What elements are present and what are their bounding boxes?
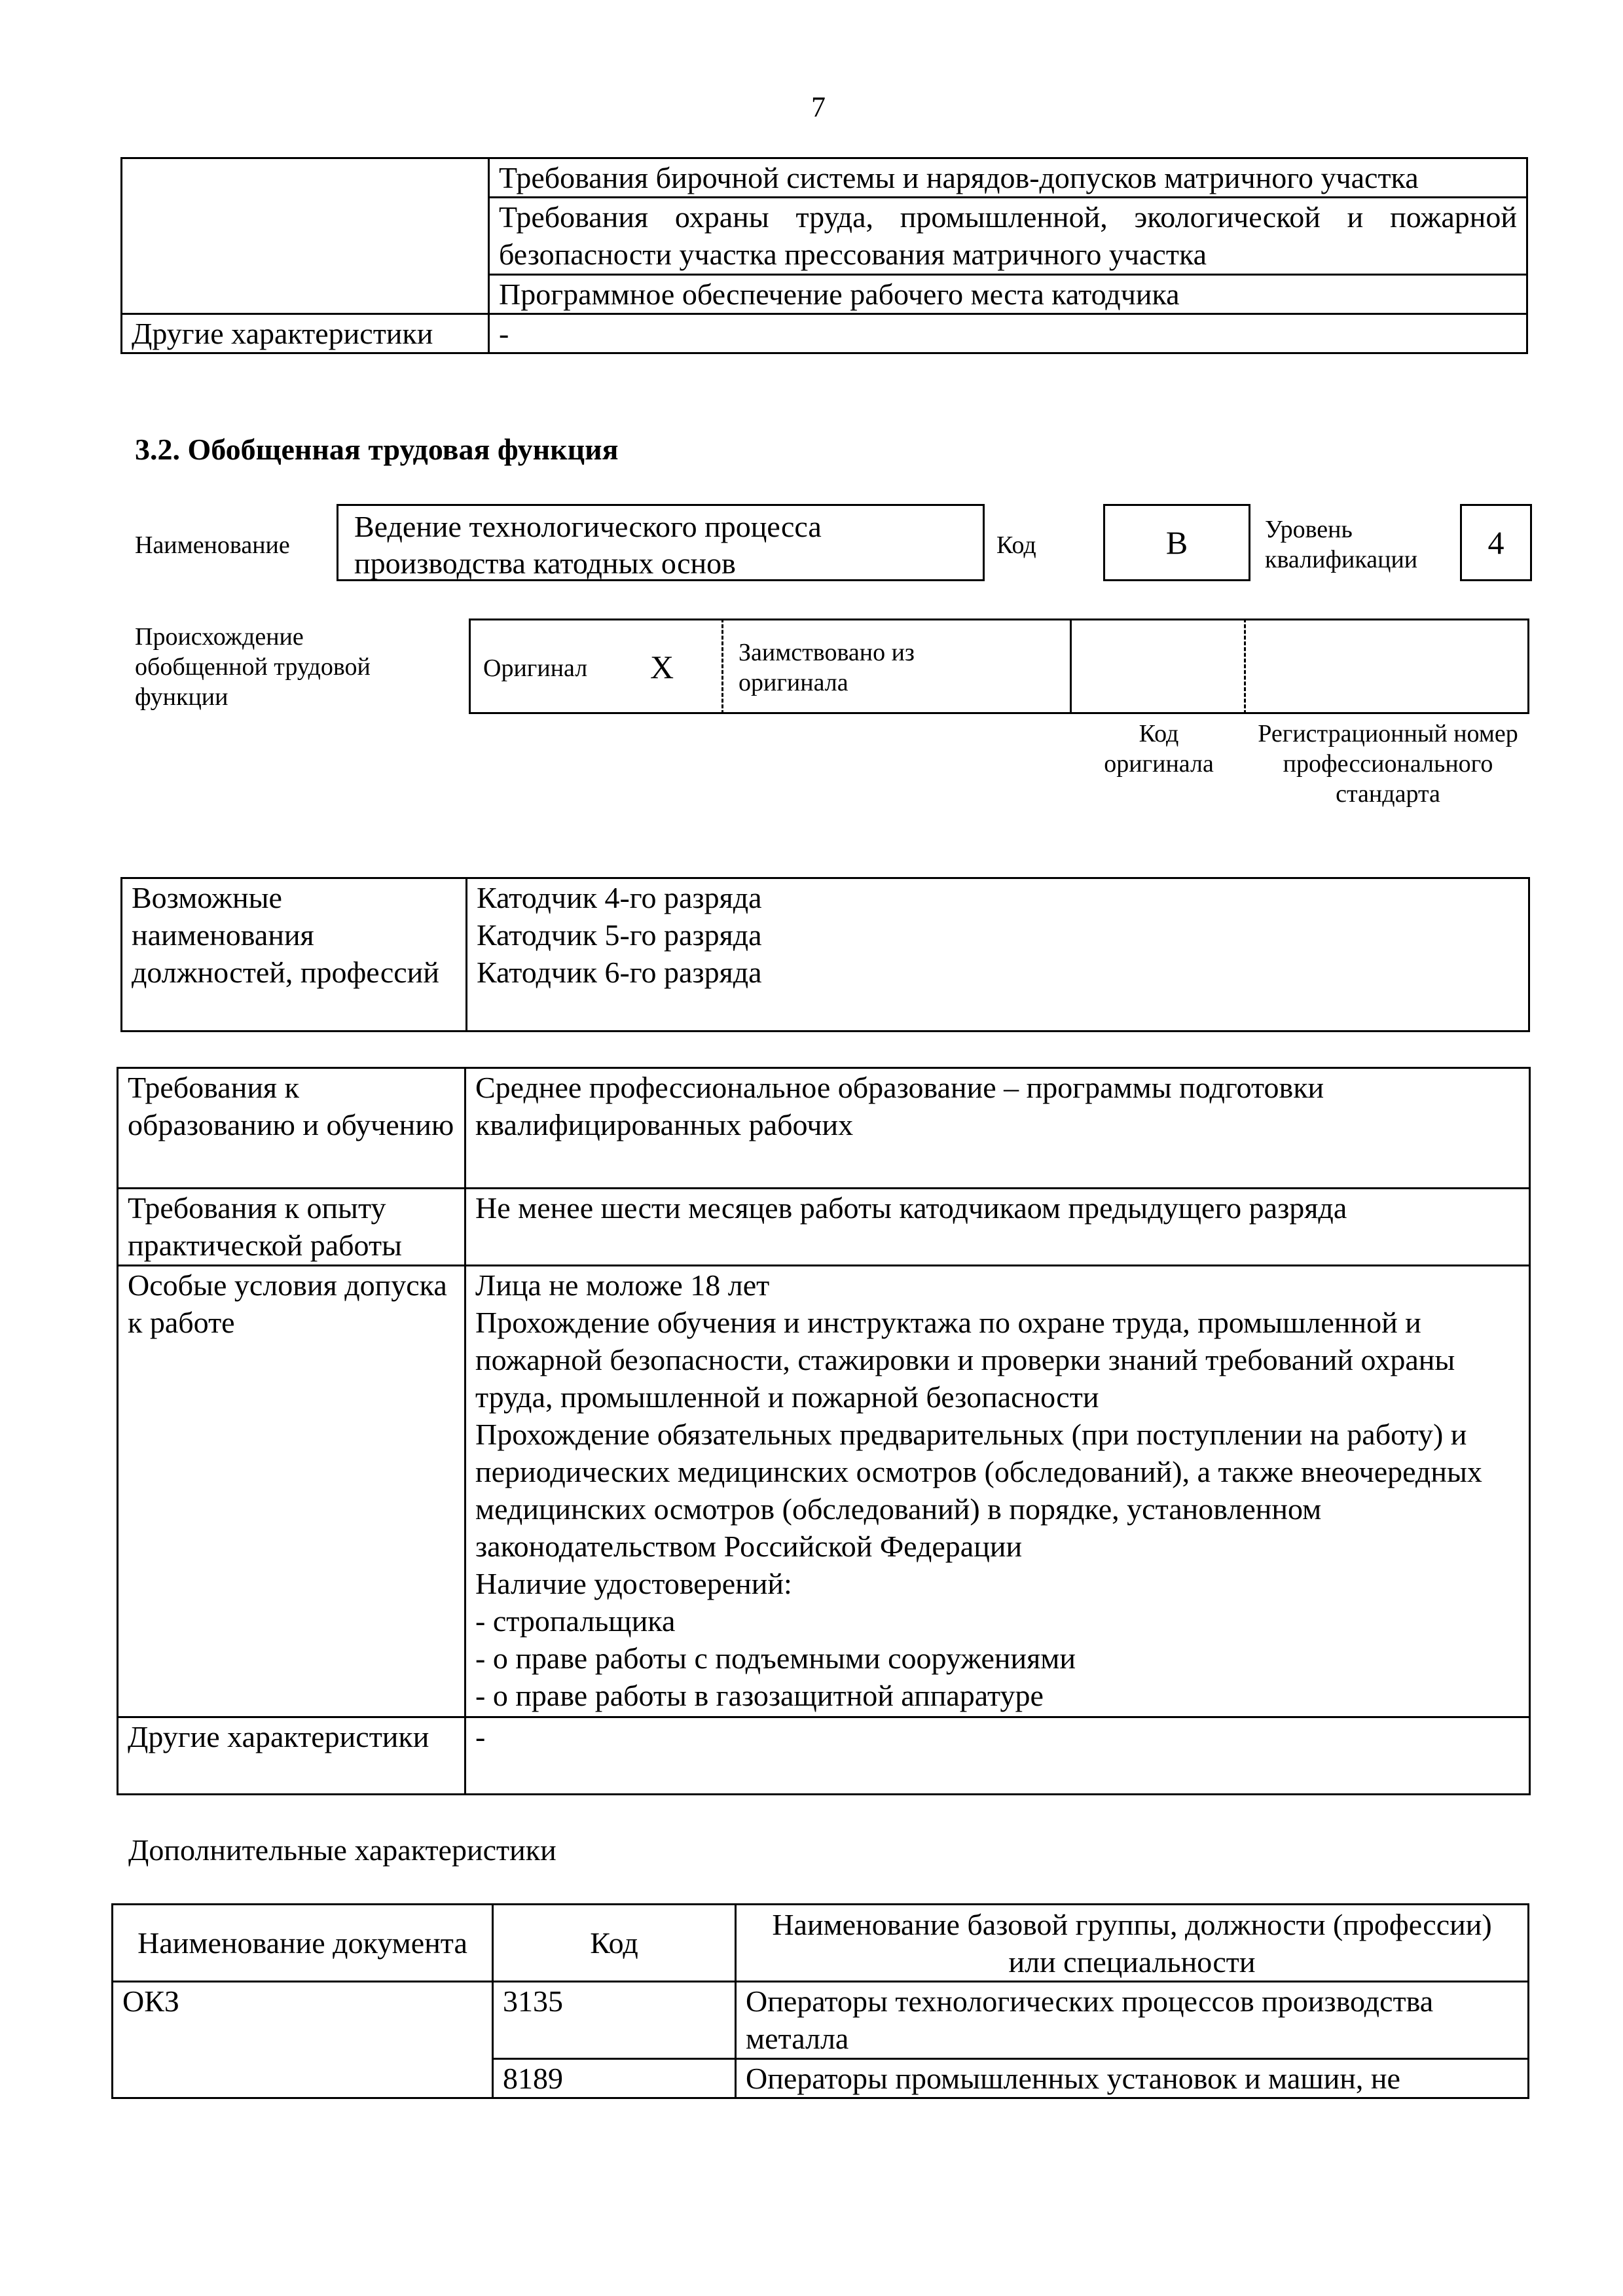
condition-line: Прохождение обязательных предварительных (при поступлении на работу) и периодических медицинских осмотров (обследований), а также внеочередных медицинских осмотров (обследований) в порядке, установленном законодательством Российской Федерации bbox=[475, 1418, 1482, 1563]
positions-table bbox=[120, 877, 1530, 1032]
origin-divider bbox=[1070, 619, 1072, 714]
top-table-other-value: - bbox=[489, 314, 1527, 353]
condition-line: Прохождение обучения и инструктажа по охране труда, промышленной и пожарной безопасности, стажировки и проверки знаний требований охраны труда, промышленной и пожарной безопасности bbox=[475, 1306, 1455, 1414]
top-table-other-label: Другие характеристики bbox=[122, 314, 489, 353]
top-table-row: Программное обеспечение рабочего места катодчика bbox=[489, 275, 1527, 314]
level-value: 4 bbox=[1460, 504, 1532, 581]
name-value: Ведение технологического процесса производства катодных основ bbox=[337, 504, 985, 581]
positions-values bbox=[467, 878, 1529, 1031]
code-original-caption: Код оригинала bbox=[1104, 720, 1214, 778]
additional-name: Операторы технологических процессов производства металла bbox=[736, 1982, 1529, 2059]
origin-label: Происхождение обобщенной трудовой функции bbox=[135, 623, 371, 711]
condition-line: - стропальщика bbox=[475, 1604, 676, 1638]
top-table-row: Требования бирочной системы и нарядов-допусков матричного участка bbox=[489, 158, 1527, 198]
code-value: B bbox=[1103, 504, 1250, 581]
experience-label: Требования к опыту практической работы bbox=[118, 1189, 465, 1266]
additional-name: Операторы промышленных установок и машин, не bbox=[736, 2059, 1529, 2098]
borrowed-label: Заимствовано из оригинала bbox=[739, 639, 915, 696]
level-label: Уровень квалификации bbox=[1265, 516, 1418, 573]
additional-header: Наименование базовой группы, должности (профессии) или специальности bbox=[736, 1905, 1529, 1982]
additional-code: 3135 bbox=[493, 1982, 736, 2059]
origin-divider bbox=[721, 619, 723, 714]
positions-label: Возможные наименования должностей, профессий bbox=[122, 878, 467, 1031]
origin-divider bbox=[469, 619, 471, 714]
section-heading: 3.2. Обобщенная трудовая функция bbox=[135, 433, 619, 466]
page-number: 7 bbox=[811, 91, 826, 123]
experience-value: Не менее шести месяцев работы катодчикаом предыдущего разряда bbox=[465, 1189, 1530, 1266]
special-conditions-value bbox=[465, 1266, 1530, 1717]
origin-divider bbox=[1244, 619, 1246, 714]
condition-line: - о праве работы в газозащитной аппаратуре bbox=[475, 1679, 1044, 1712]
additional-code: 8189 bbox=[493, 2059, 736, 2098]
additional-table bbox=[111, 1903, 1529, 2099]
position-item: Катодчик 5-го разряда bbox=[477, 918, 762, 952]
condition-line: Наличие удостоверений: bbox=[475, 1567, 792, 1600]
other-label: Другие характеристики bbox=[118, 1717, 465, 1795]
original-label: Оригинал bbox=[483, 655, 588, 682]
additional-doc: ОКЗ bbox=[113, 1982, 493, 2098]
original-mark: X bbox=[650, 649, 674, 685]
additional-header: Наименование документа bbox=[113, 1905, 493, 1982]
additional-header: Код bbox=[493, 1905, 736, 1982]
top-table-empty-cell bbox=[122, 158, 489, 314]
position-item: Катодчик 6-го разряда bbox=[477, 956, 762, 989]
condition-line: Лица не моложе 18 лет bbox=[475, 1268, 770, 1302]
name-label: Наименование bbox=[135, 531, 290, 559]
education-label: Требования к образованию и обучению bbox=[118, 1068, 465, 1189]
code-label: Код bbox=[996, 531, 1036, 559]
top-table-row: Требования охраны труда, промышленной, экологической и пожарной безопасности участка прессования матричного участка bbox=[489, 198, 1527, 275]
position-item: Катодчик 4-го разряда bbox=[477, 881, 762, 914]
special-conditions-label: Особые условия допуска к работе bbox=[118, 1266, 465, 1717]
requirements-table bbox=[117, 1067, 1531, 1795]
reg-number-caption: Регистрационный номер профессионального стандарта bbox=[1258, 720, 1518, 808]
origin-box bbox=[469, 619, 1529, 714]
additional-heading: Дополнительные характеристики bbox=[128, 1833, 556, 1867]
education-value: Среднее профессиональное образование – программы подготовки квалифицированных рабочих bbox=[465, 1068, 1530, 1189]
top-table bbox=[120, 157, 1528, 354]
condition-line: - о праве работы с подъемными сооружениями bbox=[475, 1641, 1076, 1675]
other-value: - bbox=[465, 1717, 1530, 1795]
